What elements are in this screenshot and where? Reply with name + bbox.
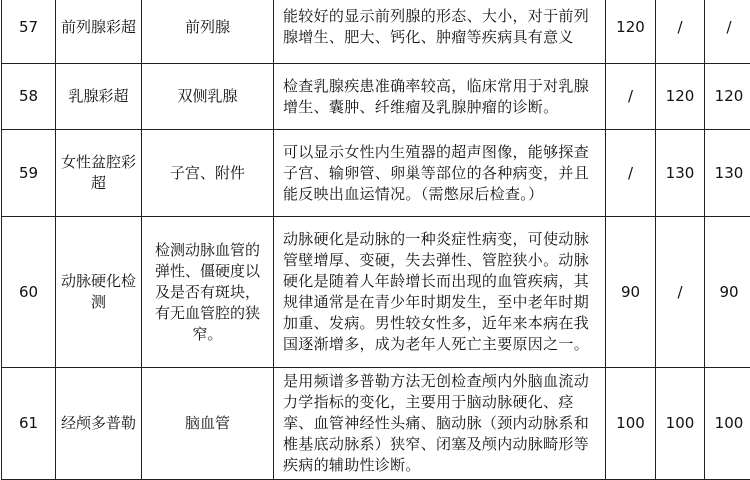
exam-name: 女性盆腔彩超	[56, 130, 142, 217]
exam-description: 能较好的显示前列腺的形态、大小，对于前列腺增生、肥大、钙化、肿瘤等疾病具有意义	[274, 0, 606, 64]
price-col-3: /	[705, 0, 750, 64]
price-col-2: 100	[656, 368, 705, 480]
price-col-1: 120	[606, 0, 656, 64]
row-number: 58	[2, 64, 56, 130]
exam-description: 可以显示女性内生殖器的超声图像，能够探查子宫、输卵管、卵巢等部位的各种病变，并且能反映出血运情况。（需憋尿后检查。）	[274, 130, 606, 217]
exam-price-table	[1, 0, 750, 480]
price-col-1: /	[606, 130, 656, 217]
row-number: 61	[2, 368, 56, 480]
exam-description: 检查乳腺疾患准确率较高，临床常用于对乳腺增生、囊肿、纤维瘤及乳腺肿瘤的诊断。	[274, 64, 606, 130]
exam-description: 是用频谱多普勒方法无创检查颅内外脑血流动力学指标的变化，主要用于脑动脉硬化、痉挛、血管神经性头痛、脑动脉（颈内动脉系和椎基底动脉系）狭窄、闭塞及颅内动脉畸形等疾病的辅助性诊断。	[274, 368, 606, 480]
exam-part: 子宫、附件	[142, 130, 274, 217]
exam-name: 动脉硬化检测	[56, 217, 142, 368]
table-row	[2, 368, 750, 480]
price-col-2: 120	[656, 64, 705, 130]
table-row	[2, 0, 750, 64]
row-number: 59	[2, 130, 56, 217]
price-col-2: /	[656, 0, 705, 64]
price-col-3: 130	[705, 130, 750, 217]
table-row	[2, 130, 750, 217]
price-col-3: 100	[705, 368, 750, 480]
price-col-3: 90	[705, 217, 750, 368]
price-col-1: 100	[606, 368, 656, 480]
price-col-1: /	[606, 64, 656, 130]
table-row	[2, 64, 750, 130]
price-col-1: 90	[606, 217, 656, 368]
exam-name: 经颅多普勒	[56, 368, 142, 480]
row-number: 60	[2, 217, 56, 368]
exam-part: 双侧乳腺	[142, 64, 274, 130]
exam-description: 动脉硬化是动脉的一种炎症性病变，可使动脉管壁增厚、变硬，失去弹性、管腔狭小。动脉硬化是随着人年龄增长而出现的血管疾病，其规律通常是在青少年时期发生，至中老年时期加重、发病。男性较女性多，近年来本病在我国逐渐增多，成为老年人死亡主要原因之一。	[274, 217, 606, 368]
table-row	[2, 217, 750, 368]
row-number: 57	[2, 0, 56, 64]
exam-part: 前列腺	[142, 0, 274, 64]
price-col-3: 120	[705, 64, 750, 130]
exam-part: 检测动脉血管的弹性、僵硬度以及是否有斑块，有无血管腔的狭窄。	[142, 217, 274, 368]
exam-name: 乳腺彩超	[56, 64, 142, 130]
price-col-2: 130	[656, 130, 705, 217]
price-col-2: /	[656, 217, 705, 368]
exam-name: 前列腺彩超	[56, 0, 142, 64]
exam-part: 脑血管	[142, 368, 274, 480]
